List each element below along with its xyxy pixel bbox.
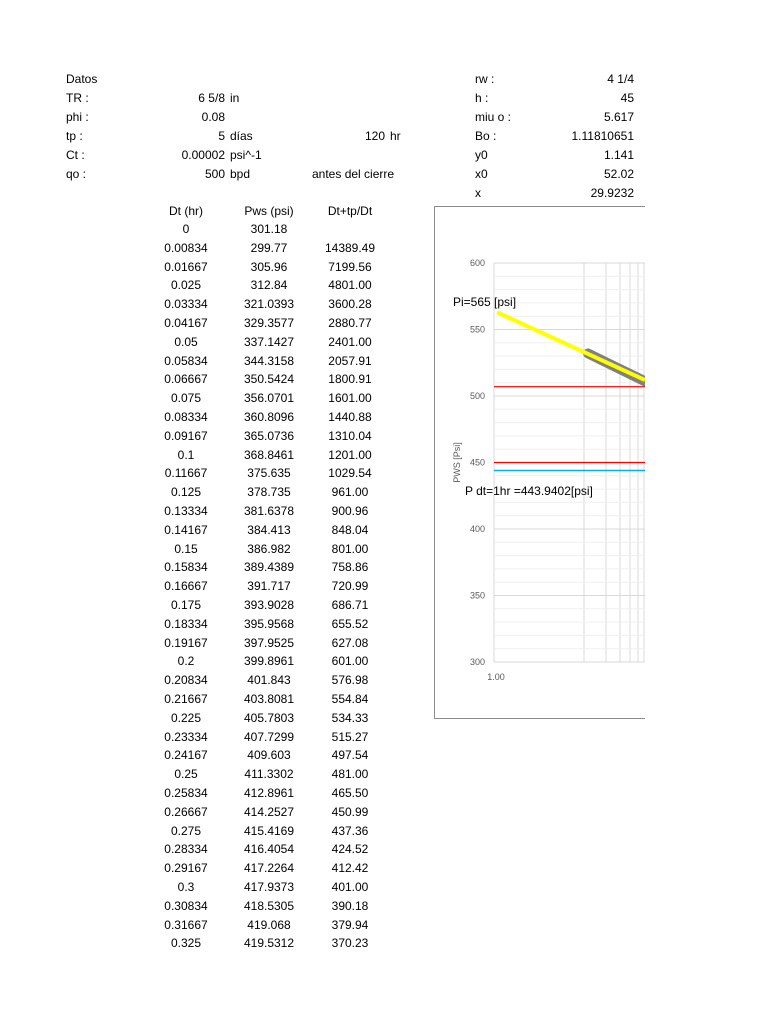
table-cell: 2057.91: [328, 354, 372, 368]
y-tick-label: 450: [469, 457, 485, 468]
param-value: 5: [218, 129, 225, 143]
table-cell: 0.19167: [164, 636, 208, 650]
table-cell: 1310.04: [328, 429, 372, 443]
table-cell: 0.325: [170, 936, 202, 950]
table-cell: 0.125: [170, 485, 202, 499]
param-value: 4 1/4: [607, 72, 634, 86]
table-cell: 0.20834: [164, 673, 208, 687]
table-cell: 900.96: [331, 504, 369, 518]
table-cell: 601.00: [331, 654, 369, 668]
table-cell: 412.8961: [243, 786, 295, 800]
table-cell: 417.9373: [243, 880, 295, 894]
table-cell: 401.00: [331, 880, 369, 894]
table-cell: 437.36: [331, 824, 369, 838]
table-cell: 395.9568: [243, 617, 295, 631]
x-tick-label: 1.00: [487, 672, 505, 682]
table-cell: 0.21667: [164, 692, 208, 706]
table-cell: 0.2: [177, 654, 195, 668]
table-cell: 0.31667: [164, 918, 208, 932]
table-cell: 961.00: [331, 485, 369, 499]
table-cell: 0.24167: [164, 748, 208, 762]
param-value: 52.02: [603, 167, 634, 181]
table-cell: 384.413: [247, 523, 291, 537]
table-cell: 1800.91: [328, 372, 372, 386]
table-cell: 301.18: [250, 222, 288, 236]
table-cell: 686.71: [331, 598, 369, 612]
params-header: Datos: [66, 72, 98, 86]
table-cell: 0.01667: [164, 260, 208, 274]
table-cell: 0.1: [177, 448, 195, 462]
table-cell: 0.08334: [164, 410, 208, 424]
table-cell: 356.0701: [243, 391, 295, 405]
table-cell: 0.29167: [164, 861, 208, 875]
table-cell: 415.4169: [243, 824, 295, 838]
table-cell: 337.1427: [243, 335, 295, 349]
table-cell: 0.25834: [164, 786, 208, 800]
table-cell: 299.77: [250, 241, 288, 255]
table-cell: 801.00: [331, 542, 369, 556]
param-label: tp :: [66, 129, 83, 143]
param-label: y0: [475, 148, 488, 162]
table-cell: 0.04167: [164, 316, 208, 330]
y-tick-label: 300: [469, 657, 485, 667]
table-cell: 0.23334: [164, 730, 208, 744]
table-cell: 378.735: [247, 485, 291, 499]
param-value: 1.141: [603, 148, 634, 162]
param-unit: in: [230, 91, 240, 105]
y-axis-label: PWS [Psi]: [452, 442, 462, 483]
table-cell: 0.15: [174, 542, 198, 556]
param-value: 0.08: [201, 110, 225, 124]
y-tick-label: 400: [469, 524, 485, 534]
table-cell: 7199.56: [328, 260, 372, 274]
param-value: 1.11810651: [571, 129, 634, 143]
table-cell: 0.09167: [164, 429, 208, 443]
table-cell: 2401.00: [328, 335, 372, 349]
param-label: TR :: [66, 91, 89, 105]
column-header: Dt (hr): [169, 204, 203, 218]
table-cell: 450.99: [331, 805, 369, 819]
table-cell: 417.2264: [243, 861, 295, 875]
table-cell: 407.7299: [243, 730, 295, 744]
table-cell: 365.0736: [243, 429, 295, 443]
param-note: antes del cierre: [312, 167, 395, 181]
y-tick-label: 500: [469, 391, 485, 401]
param-unit: días: [230, 129, 253, 143]
table-cell: 0.225: [170, 711, 202, 725]
table-cell: 411.3302: [244, 767, 294, 781]
table-cell: 627.08: [331, 636, 369, 650]
annotation-pdt1hr: P dt=1hr =443.9402[psi]: [465, 484, 593, 498]
table-cell: 0.18334: [164, 617, 208, 631]
table-cell: 412.42: [331, 861, 369, 875]
param-label: h :: [475, 91, 489, 105]
table-cell: 344.3158: [243, 354, 295, 368]
table-cell: 386.982: [247, 542, 291, 556]
table-cell: 554.84: [331, 692, 369, 706]
table-cell: 0.175: [170, 598, 202, 612]
table-cell: 0.00834: [164, 241, 208, 255]
horner-chart: [434, 206, 645, 719]
param-value: 0.00002: [181, 148, 225, 162]
param-label: x0: [475, 167, 488, 181]
table-cell: 370.23: [331, 936, 369, 950]
table-cell: 403.8081: [243, 692, 295, 706]
param-value: 29.9232: [590, 186, 634, 200]
y-tick-label: 600: [469, 258, 485, 268]
table-cell: 414.2527: [243, 805, 295, 819]
table-cell: 0.05: [174, 335, 198, 349]
table-cell: 0.25: [174, 767, 198, 781]
param-extra-unit: hr: [390, 129, 401, 143]
param-extra-value: 120: [364, 129, 385, 143]
table-cell: 405.7803: [243, 711, 295, 725]
table-cell: 0: [182, 222, 190, 236]
table-cell: 4801.00: [328, 278, 372, 292]
table-cell: 0.06667: [164, 372, 208, 386]
annotation-pi: Pi=565 [psi]: [453, 295, 517, 309]
table-cell: 424.52: [331, 842, 369, 856]
table-cell: 0.26667: [164, 805, 208, 819]
table-cell: 0.075: [170, 391, 202, 405]
y-tick-label: 350: [469, 590, 485, 601]
table-cell: 14389.49: [324, 241, 376, 255]
table-cell: 1440.88: [328, 410, 372, 424]
table-cell: 0.13334: [164, 504, 208, 518]
table-cell: 0.05834: [164, 354, 208, 368]
table-cell: 391.717: [247, 579, 291, 593]
table-cell: 0.11667: [164, 466, 208, 480]
table-cell: 1201.00: [328, 448, 372, 462]
table-cell: 368.8461: [243, 448, 295, 462]
table-cell: 848.04: [331, 523, 369, 537]
table-cell: 655.52: [331, 617, 369, 631]
param-label: x: [475, 186, 481, 200]
table-cell: 305.96: [250, 260, 288, 274]
table-cell: 312.84: [250, 278, 288, 292]
table-cell: 393.9028: [243, 598, 295, 612]
table-cell: 481.00: [331, 767, 369, 781]
column-header: Dt+tp/Dt: [327, 204, 373, 218]
param-label: phi :: [66, 110, 89, 124]
table-cell: 321.0393: [243, 297, 295, 311]
table-cell: 399.8961: [243, 654, 295, 668]
table-cell: 329.3577: [243, 316, 295, 330]
table-cell: 0.16667: [164, 579, 208, 593]
table-cell: 401.843: [247, 673, 291, 687]
table-cell: 0.30834: [164, 899, 208, 913]
table-cell: 375.635: [247, 466, 291, 480]
table-cell: 1601.00: [328, 391, 372, 405]
table-cell: 515.27: [331, 730, 369, 744]
table-cell: 534.33: [331, 711, 369, 725]
horner-chart-svg: [435, 207, 645, 718]
param-label: rw :: [475, 72, 495, 86]
table-cell: 418.5305: [243, 899, 295, 913]
table-cell: 497.54: [331, 748, 369, 762]
param-label: qo :: [66, 167, 87, 181]
table-cell: 720.99: [331, 579, 369, 593]
param-label: miu o :: [475, 110, 512, 124]
table-cell: 409.603: [247, 748, 291, 762]
table-cell: 465.50: [331, 786, 369, 800]
table-cell: 419.068: [247, 918, 291, 932]
column-header: Pws (psi): [244, 204, 294, 218]
param-unit: bpd: [230, 167, 251, 181]
table-cell: 2880.77: [328, 316, 372, 330]
param-value: 5.617: [603, 110, 634, 124]
table-cell: 3600.28: [328, 297, 372, 311]
table-cell: 0.28334: [164, 842, 208, 856]
table-cell: 0.14167: [164, 523, 208, 537]
param-label: Ct :: [66, 148, 85, 162]
table-cell: 381.6378: [243, 504, 295, 518]
param-unit: psi^-1: [230, 148, 262, 162]
table-cell: 0.275: [170, 824, 202, 838]
table-cell: 379.94: [331, 918, 369, 932]
param-value: 500: [204, 167, 225, 181]
table-cell: 0.15834: [164, 560, 208, 574]
table-cell: 390.18: [331, 899, 369, 913]
param-label: Bo :: [475, 129, 497, 143]
param-value: 45: [620, 91, 634, 105]
table-cell: 360.8096: [243, 410, 295, 424]
param-value: 6 5/8: [198, 91, 225, 105]
table-cell: 350.5424: [243, 372, 295, 386]
y-tick-label: 550: [469, 324, 485, 335]
table-cell: 397.9525: [243, 636, 295, 650]
table-cell: 0.03334: [164, 297, 208, 311]
table-cell: 416.4054: [243, 842, 295, 856]
table-cell: 0.3: [177, 880, 195, 894]
table-cell: 389.4389: [243, 560, 295, 574]
table-cell: 1029.54: [328, 466, 372, 480]
table-cell: 576.98: [331, 673, 369, 687]
table-cell: 758.86: [331, 560, 369, 574]
table-cell: 0.025: [170, 278, 202, 292]
table-cell: 419.5312: [243, 936, 295, 950]
